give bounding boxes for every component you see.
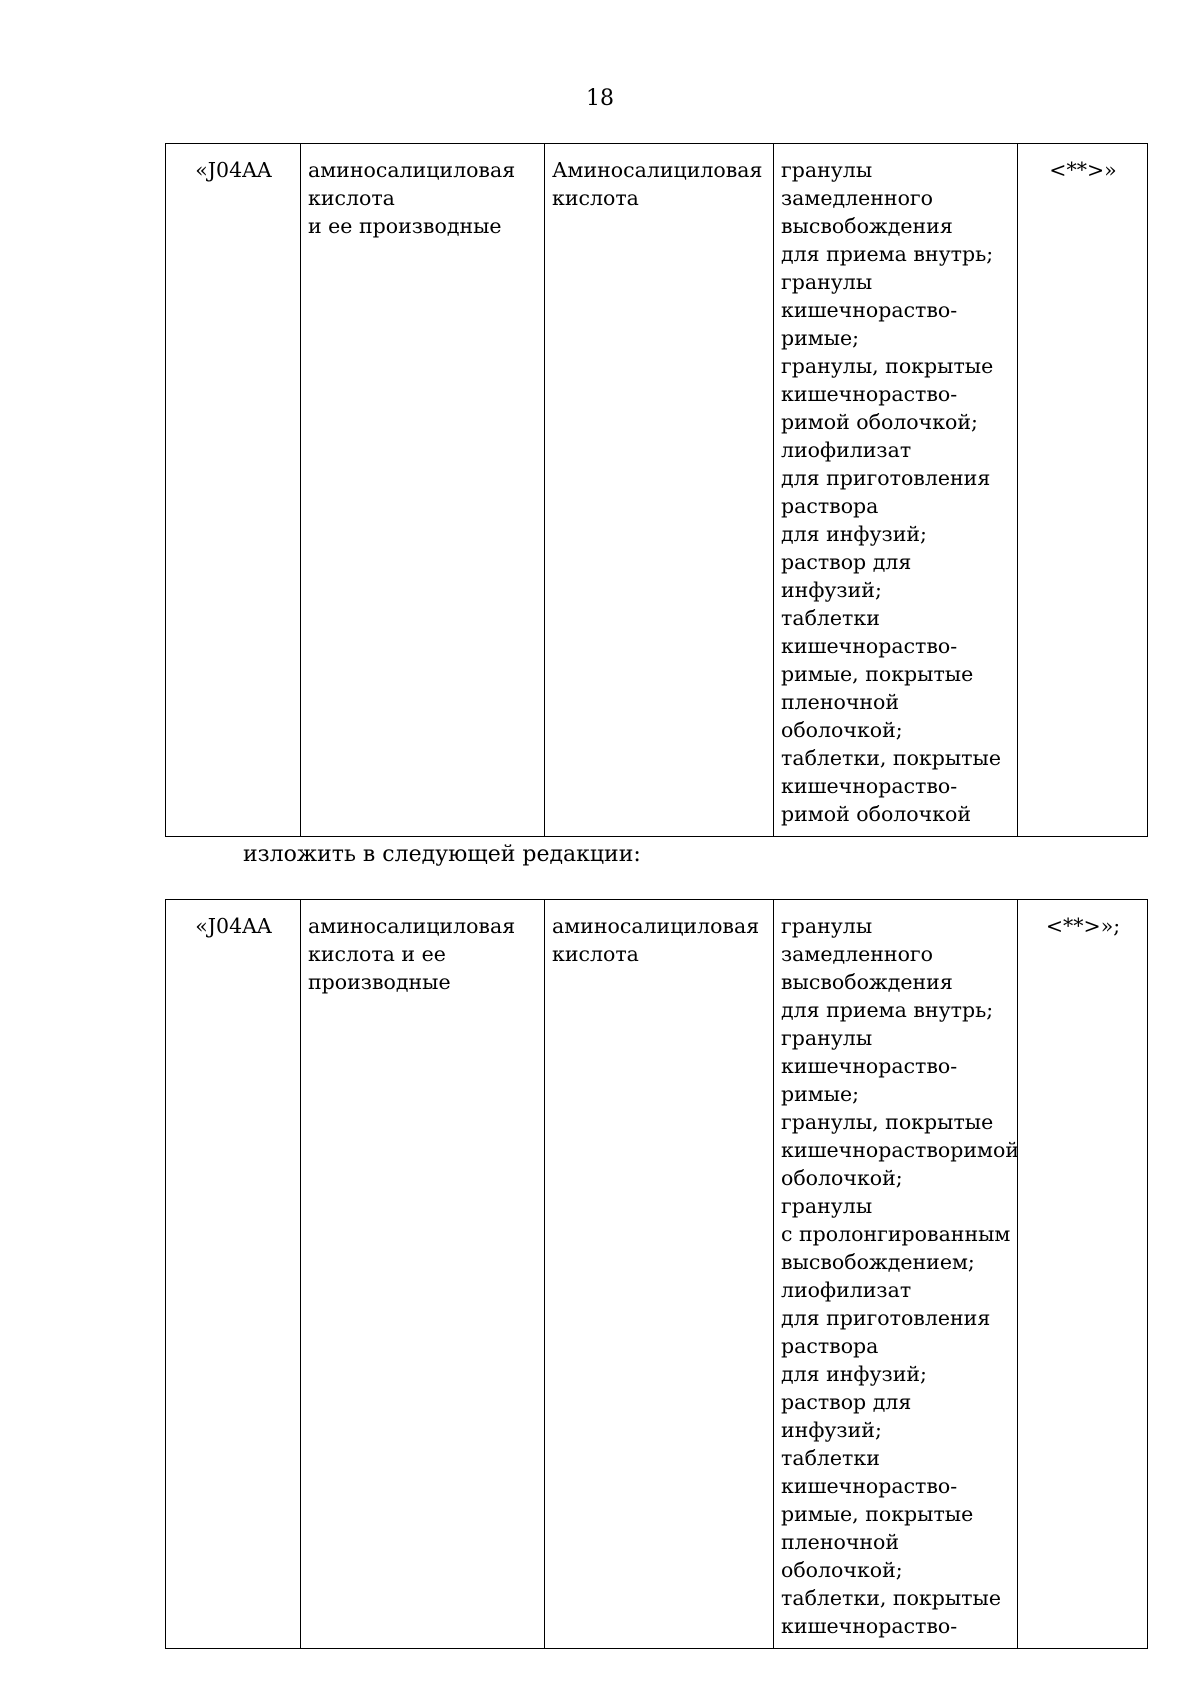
page-number: 18 xyxy=(586,86,614,111)
new-version-table xyxy=(165,899,1148,1649)
substance-name-cell: аминосалициловая кислота xyxy=(545,900,774,1649)
table-row xyxy=(166,144,1148,837)
atc-code-cell: «J04AA xyxy=(166,900,301,1649)
table-row xyxy=(166,900,1148,1649)
pharmacological-group-cell: аминосалициловая кислота и ее производные xyxy=(301,900,545,1649)
dosage-forms-cell: гранулы замедленного высвобождения для приема внутрь; гранулы кишечнораство- римые; гранулы, покрытые кишечнораство- римой оболочкой; лиофилизат для приготовления раствора для инфузий; раствор для инфузий; таблетки кишечнораство- римые, покрытые пленочной оболочкой; таблетки, покрытые кишечнораство- римой оболочкой xyxy=(774,144,1018,837)
amendment-instruction: изложить в следующей редакции: xyxy=(243,842,641,867)
pharmacological-group-cell: аминосалициловая кислота и ее производные xyxy=(301,144,545,837)
old-version-table xyxy=(165,143,1148,837)
note-cell: <**>»; xyxy=(1018,900,1148,1649)
note-cell: <**>» xyxy=(1018,144,1148,837)
substance-name-cell: Аминосалициловая кислота xyxy=(545,144,774,837)
atc-code-cell: «J04AA xyxy=(166,144,301,837)
dosage-forms-cell: гранулы замедленного высвобождения для приема внутрь; гранулы кишечнораство- римые; гранулы, покрытые кишечнорастворимой оболочкой; гранулы с пролонгированным высвобождением; лиофилизат для приготовления раствора для инфузий; раствор для инфузий; таблетки кишечнораство- римые, покрытые пленочной оболочкой; таблетки, покрытые кишечнораство- xyxy=(774,900,1018,1649)
